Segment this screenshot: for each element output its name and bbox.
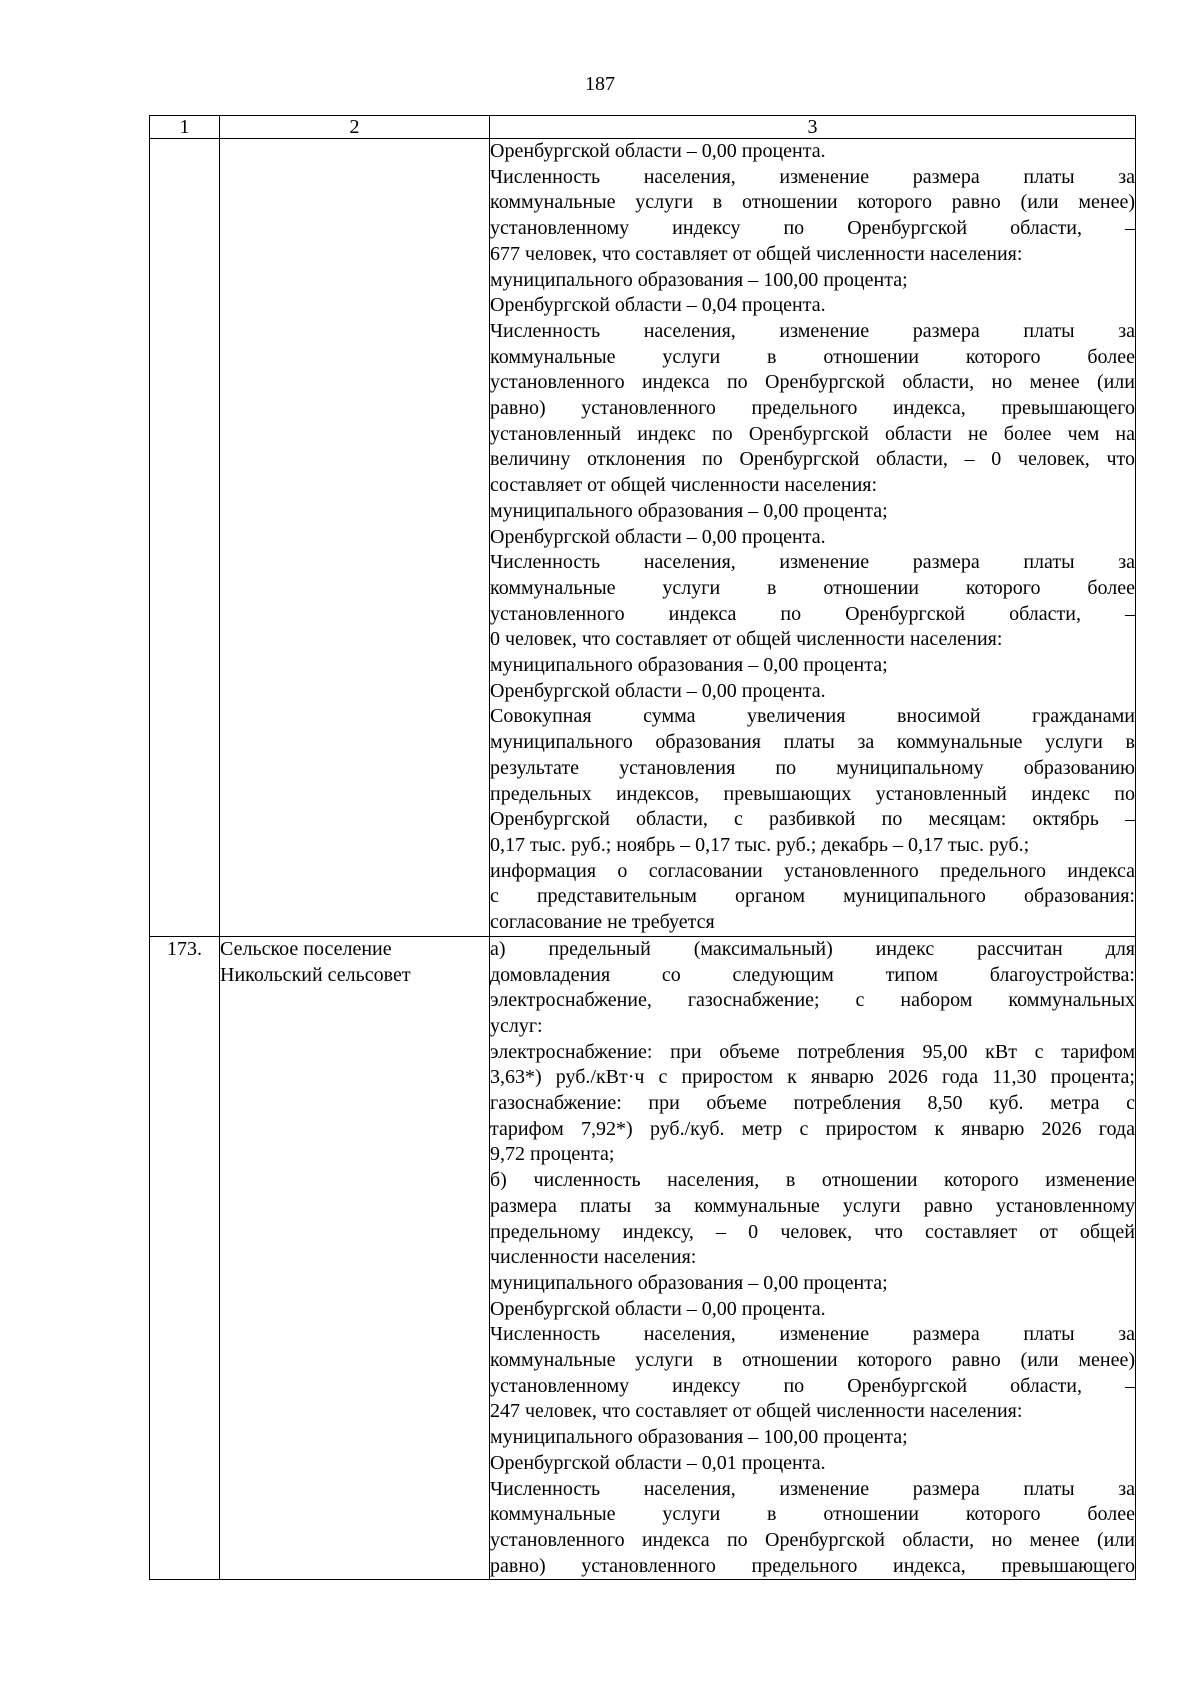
description-line: установленный индекс по Оренбургской области не более чем на [490,422,1135,445]
description-line: муниципального образования – 0,00 процента; [490,654,888,677]
description-line: коммунальные услуги в отношении которого более [490,345,1135,368]
description-line: Оренбургской области – 0,04 процента. [490,294,826,317]
description-line: Оренбургской области – 0,01 процента. [490,1451,826,1474]
description-line: размера платы за коммунальные услуги равно установленному [490,1194,1135,1217]
description-line: тарифом 7,92*) руб./куб. метр с приростом к январю 2026 года [490,1117,1135,1140]
row-number: 173. [150,936,220,1580]
description-line: 677 человек, что составляет от общей численности населения: [490,242,1023,265]
description-line: муниципального образования – 0,00 процента; [490,499,888,522]
settlement-name-cell [220,936,490,1580]
description-cell [490,936,1136,1580]
description-line: б) численность населения, в отношении которого изменение [490,1169,1135,1192]
description-line: величину отклонения по Оренбургской области, – 0 человек, что [490,448,1135,471]
settlement-name-line: Сельское поселение [220,937,392,960]
description-line: установленного индекса по Оренбургской области, но менее (или [490,1528,1135,1551]
description-cell [490,139,1136,937]
description-line: коммунальные услуги в отношении которого более [490,576,1135,599]
description-line: согласование не требуется [490,911,715,934]
description-line: равно) установленного предельного индекса, превышающего [490,1554,1135,1577]
description-line: численности населения: [490,1246,697,1269]
description-line: Численность населения, изменение размера платы за [490,551,1135,574]
description-line: информация о согласовании установленного предельного индекса [490,859,1135,882]
table-header-row [150,116,1136,139]
description-line: коммунальные услуги в отношении которого равно (или менее) [490,191,1135,214]
description-line: Численность населения, изменение размера платы за [490,1323,1135,1346]
description-line: муниципального образования платы за коммунальные услуги в [490,731,1135,754]
description-line: муниципального образования – 100,00 процента; [490,268,908,291]
description-line: 3,63*) руб./кВт·ч с приростом к январю 2026 года 11,30 процента; [490,1066,1135,1089]
description-line: услуг: [490,1014,543,1037]
description-line: Численность населения, изменение размера платы за [490,319,1135,342]
description-line: предельному индексу, – 0 человек, что составляет от общей [490,1220,1135,1243]
description-line: домовладения со следующим типом благоустройства: [490,963,1135,986]
description-line: 0 человек, что составляет от общей численности населения: [490,628,1003,651]
description-line: электроснабжение: при объеме потребления 95,00 кВт с тарифом [490,1040,1135,1063]
description-line: Численность населения, изменение размера платы за [490,1477,1135,1500]
description-line: установленного индекса по Оренбургской области, – [490,602,1135,625]
description-line: электроснабжение, газоснабжение; с набором коммунальных [490,989,1135,1012]
column-header-2: 2 [220,116,490,139]
description-line: а) предельный (максимальный) индекс рассчитан для [490,937,1135,960]
description-line: Оренбургской области – 0,00 процента. [490,679,826,702]
column-header-1: 1 [150,116,220,139]
table-row [150,936,1136,1580]
description-line: 9,72 процента; [490,1143,615,1166]
settlement-name-cell [220,139,490,937]
document-table [149,115,1136,1580]
description-line: муниципального образования – 0,00 процента; [490,1271,888,1294]
description-line: равно) установленного предельного индекса, превышающего [490,397,1135,420]
description-line: 247 человек, что составляет от общей численности населения: [490,1400,1023,1423]
description-line: Оренбургской области – 0,00 процента. [490,140,826,162]
description-line: составляет от общей численности населения: [490,474,878,497]
description-line: Оренбургской области – 0,00 процента. [490,1297,826,1320]
description-line: предельных индексов, превышающих установленный индекс по [490,782,1135,805]
description-line: коммунальные услуги в отношении которого более [490,1503,1135,1526]
description-line: результате установления по муниципальному образованию [490,756,1135,779]
description-line: муниципального образования – 100,00 процента; [490,1426,908,1449]
description-line: коммунальные услуги в отношении которого равно (или менее) [490,1349,1135,1372]
description-line: Оренбургской области, с разбивкой по месяцам: октябрь – [490,808,1135,831]
column-header-3: 3 [490,116,1136,139]
description-line: Численность населения, изменение размера платы за [490,165,1135,188]
description-line: установленного индекса по Оренбургской области, но менее (или [490,371,1135,394]
table-row [150,139,1136,937]
description-line: установленному индексу по Оренбургской области, – [490,1374,1135,1397]
description-line: Оренбургской области – 0,00 процента. [490,525,826,548]
description-line: с представительным органом муниципального образования: [490,885,1135,908]
description-line: Совокупная сумма увеличения вносимой гражданами [490,705,1135,728]
description-line: 0,17 тыс. руб.; ноябрь – 0,17 тыс. руб.; декабрь – 0,17 тыс. руб.; [490,833,1030,856]
settlement-name-line: Никольский сельсовет [220,963,411,986]
description-line: установленному индексу по Оренбургской области, – [490,217,1135,240]
description-line: газоснабжение: при объеме потребления 8,50 куб. метра с [490,1092,1135,1115]
row-number [150,139,220,937]
page-number: 187 [585,73,615,95]
